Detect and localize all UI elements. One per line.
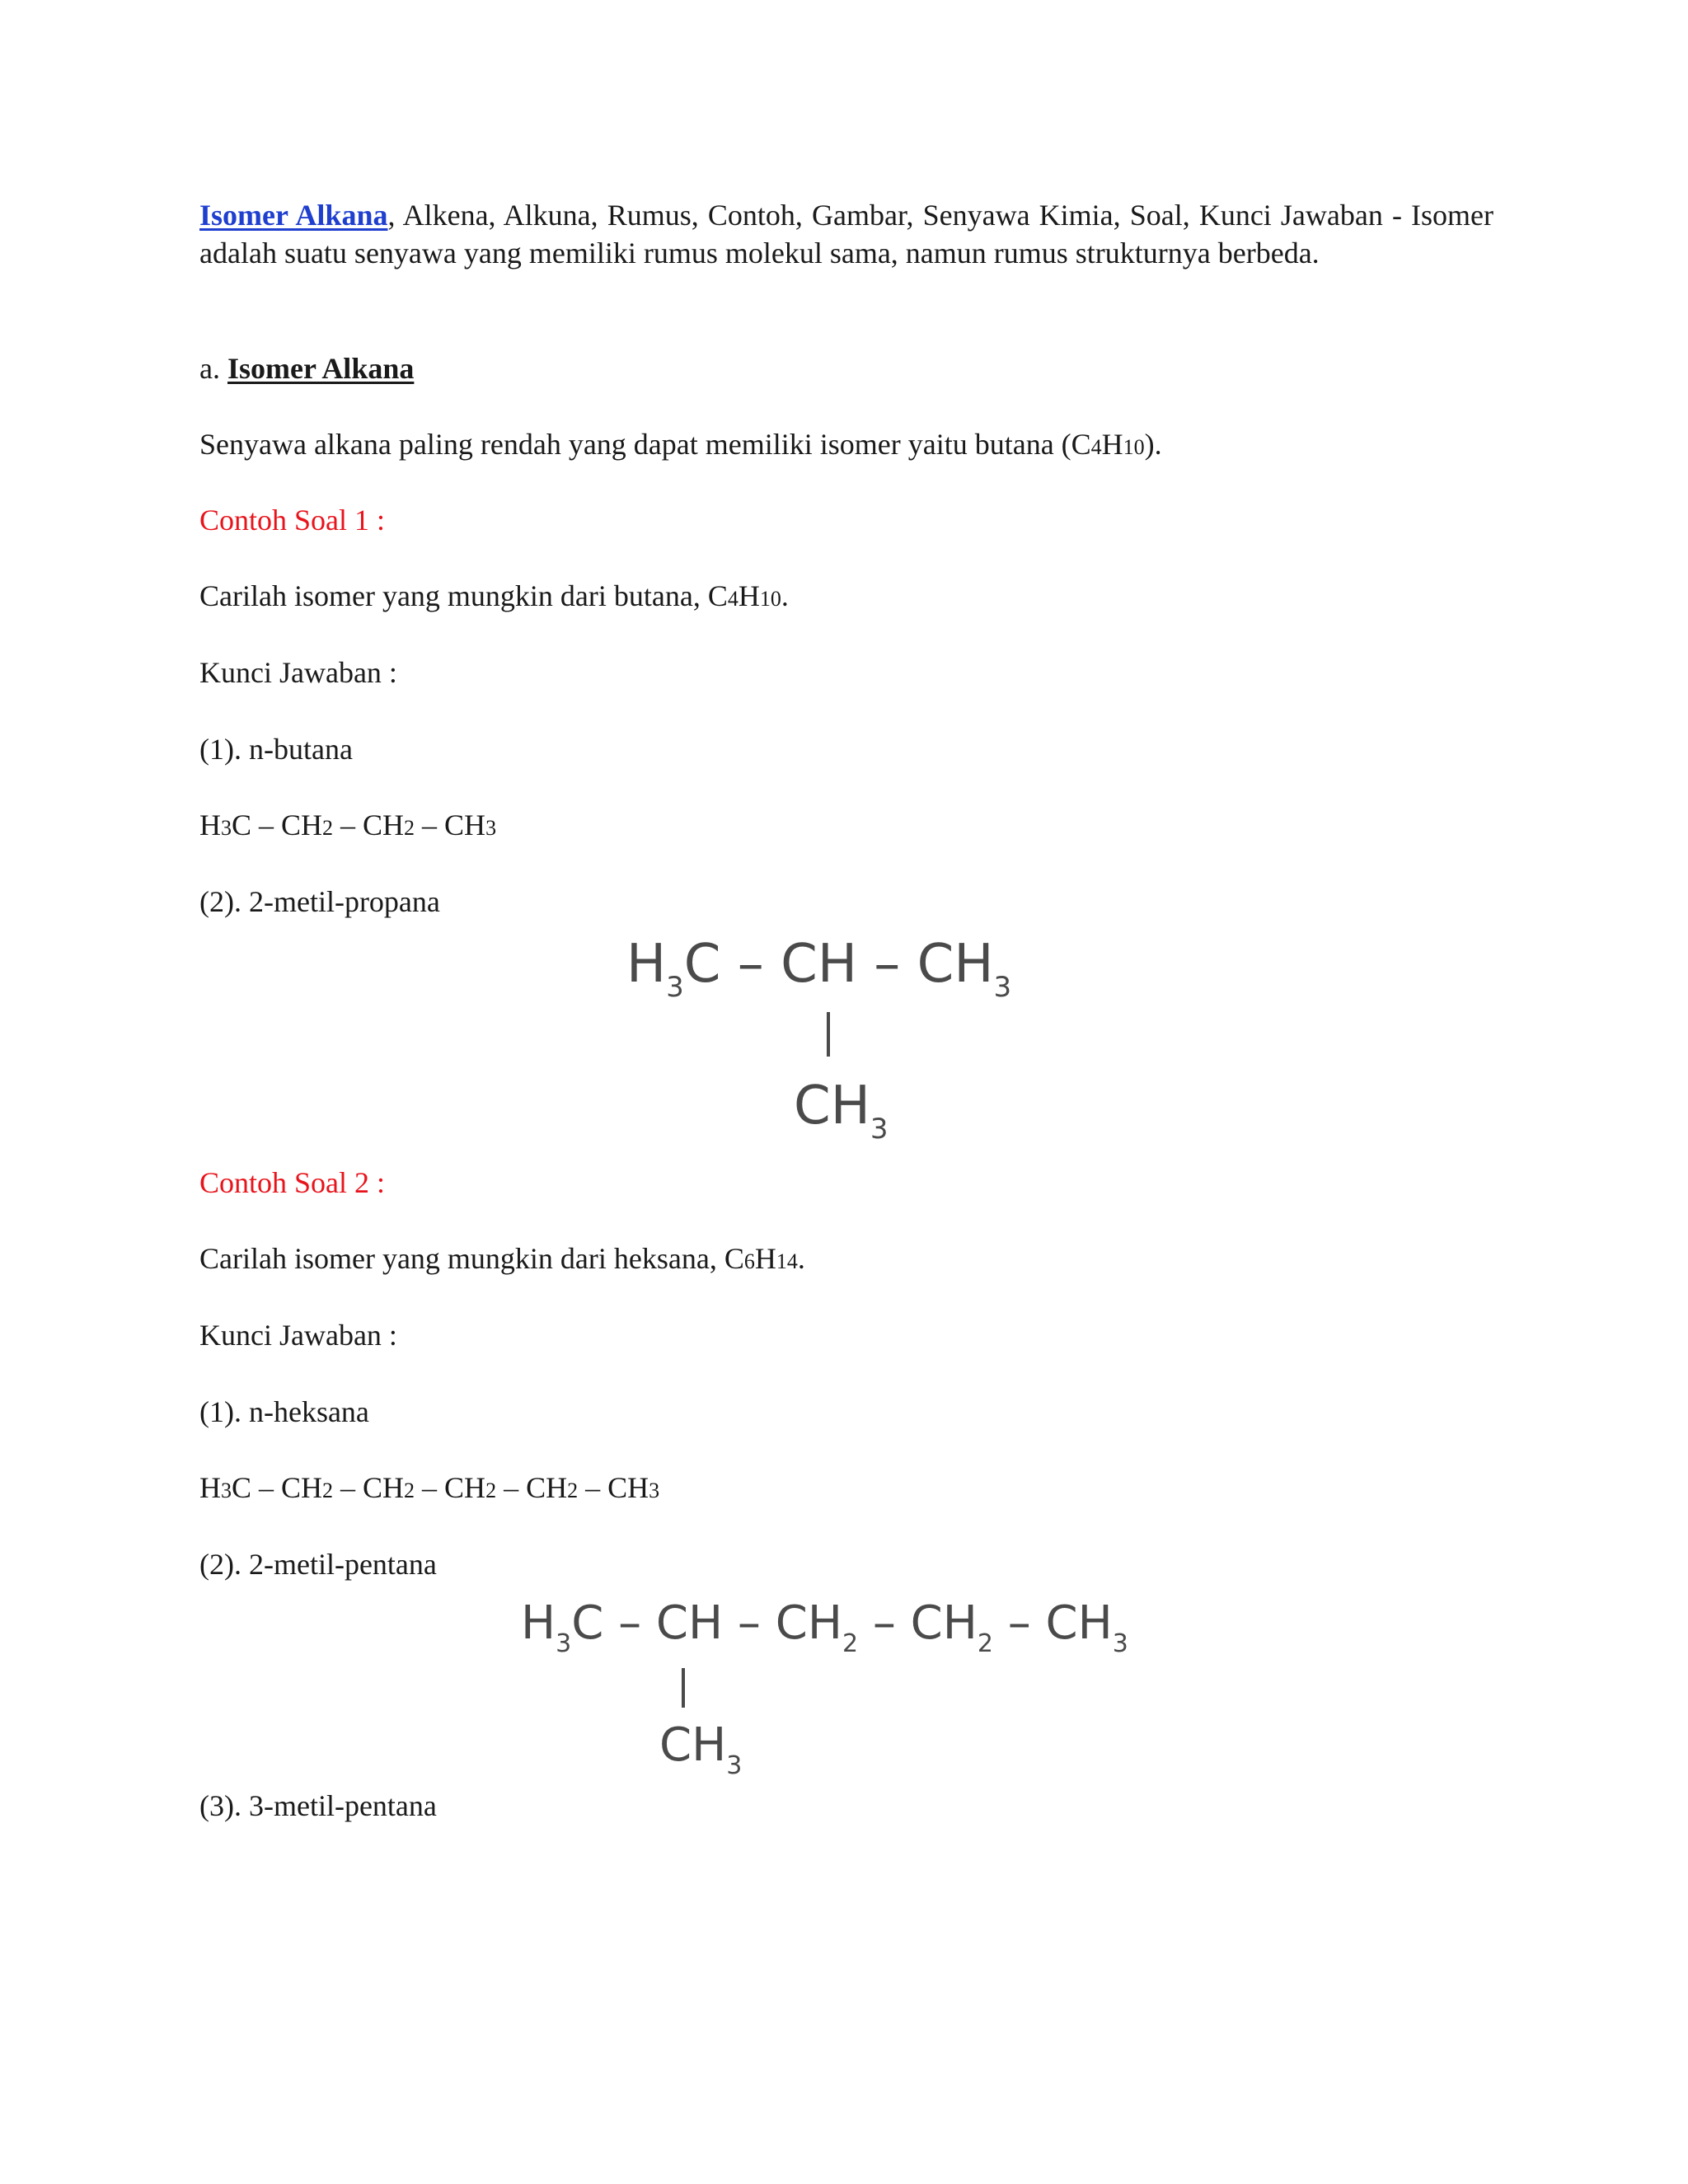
isomer-alkana-link[interactable]: Isomer Alkana	[199, 199, 388, 232]
soal1-structure-main: $H_3C$ – CH – $CH_3$	[626, 934, 1012, 1004]
soal2-item2-label: (2). 2-metil-pentana	[199, 1548, 437, 1581]
soal1-answer-label: Kunci Jawaban :	[199, 656, 397, 689]
section-a-prefix: a.	[199, 352, 227, 385]
soal1-title: Contoh Soal 1 :	[199, 504, 386, 537]
soal2-item1-label: (1). n-heksana	[199, 1395, 369, 1428]
section-a-heading	[199, 349, 1493, 387]
soal2-structure-branch: $CH_3$	[659, 1718, 743, 1780]
soal2-answer-label: Kunci Jawaban :	[199, 1319, 397, 1352]
section-a-title: Isomer Alkana	[227, 352, 415, 385]
soal2-structure-main: $H_3C$ – CH – $CH_2 - CH_2 - CH_3$	[521, 1596, 1128, 1658]
intro-paragraph	[199, 196, 1493, 272]
soal2-structure-bond	[682, 1668, 685, 1708]
soal2-item3-label: (3). 3-metil-pentana	[199, 1789, 437, 1822]
soal1-structure-bond	[827, 1012, 830, 1057]
soal2-title: Contoh Soal 2 :	[199, 1166, 386, 1199]
soal1-question: Carilah isomer yang mungkin dari butana, C4H10.	[199, 579, 789, 612]
soal1-item2-label: (2). 2-metil-propana	[199, 885, 440, 918]
soal1-item1-formula: H3C – CH2 – CH2 – CH3	[199, 808, 497, 841]
soal1-item1-label: (1). n-butana	[199, 733, 353, 766]
statement-paragraph: Senyawa alkana paling rendah yang dapat memiliki isomer yaitu butana (C4H10).	[199, 428, 1162, 461]
intro-text: , Alkena, Alkuna, Rumus, Contoh, Gambar, Senyawa Kimia, Soal, Kunci Jawaban - Isomer adalah suatu senyawa yang memiliki rumus molekul sama, namun rumus strukturnya berbeda.	[199, 199, 1494, 269]
soal2-question: Carilah isomer yang mungkin dari heksana, C6H14.	[199, 1242, 805, 1275]
soal1-structure-branch: $CH_3$	[794, 1076, 889, 1146]
soal2-item1-formula: H3C – CH2 – CH2 – CH2 – CH2 – CH3	[199, 1471, 660, 1504]
